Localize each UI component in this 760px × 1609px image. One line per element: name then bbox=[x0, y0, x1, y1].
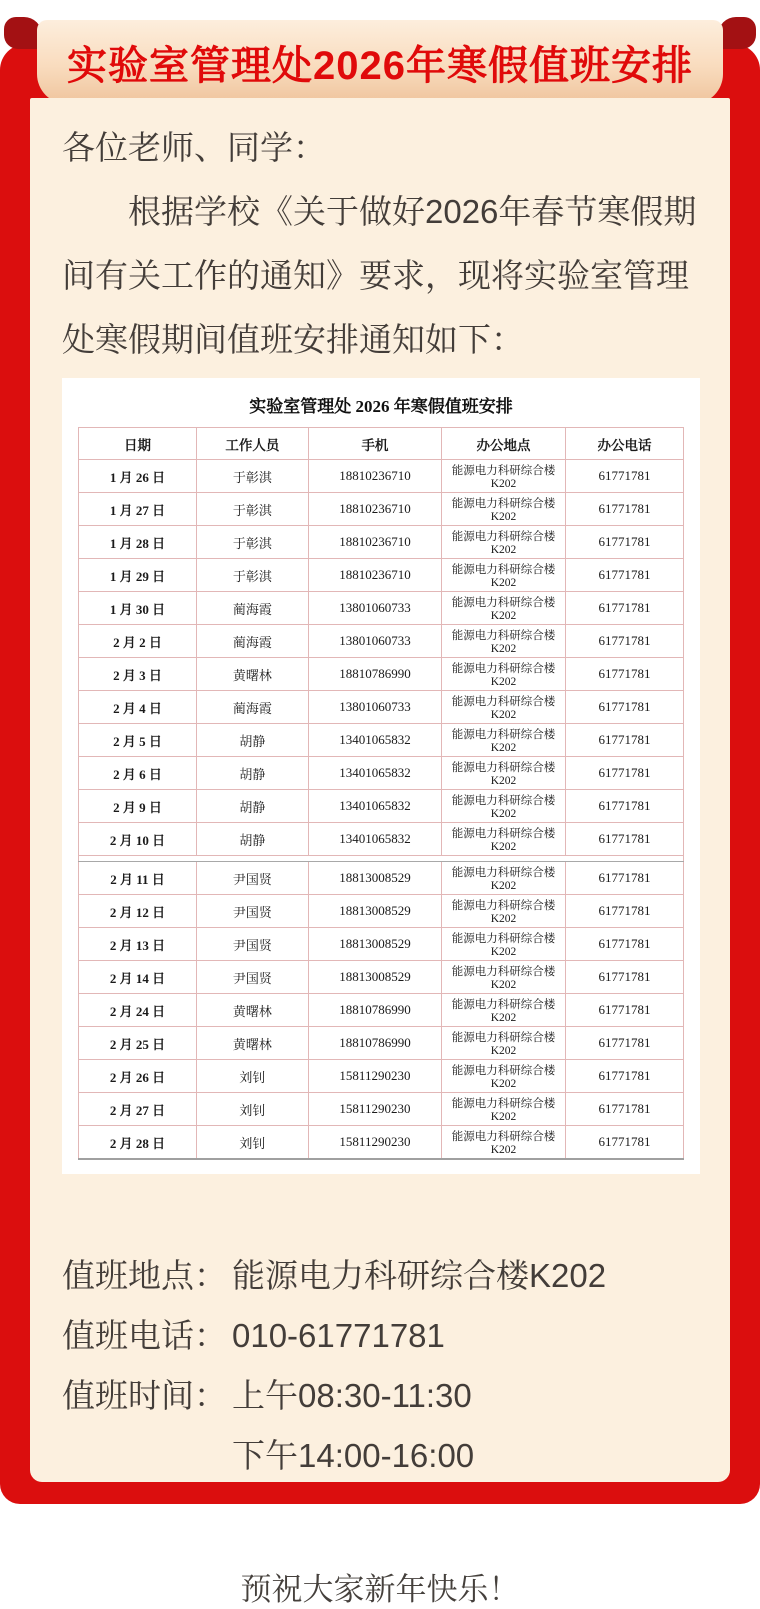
duty-info-value: 上午08:30-11:30 bbox=[232, 1377, 472, 1414]
table-cell: 胡静 bbox=[196, 790, 308, 823]
table-row bbox=[79, 757, 684, 790]
duty-table-header-row bbox=[79, 428, 684, 460]
table-cell: 61771781 bbox=[566, 1060, 684, 1093]
table-cell: 61771781 bbox=[566, 460, 684, 493]
table-cell: 61771781 bbox=[566, 625, 684, 658]
table-cell: 2 月 9 日 bbox=[79, 790, 197, 823]
column-header: 工作人员 bbox=[196, 428, 308, 460]
table-cell: 能源电力科研综合楼 K202 bbox=[441, 493, 565, 526]
duty-info bbox=[62, 1246, 698, 1486]
table-row bbox=[79, 1060, 684, 1093]
table-cell: 2 月 13 日 bbox=[79, 928, 197, 961]
table-cell: 18810786990 bbox=[308, 1027, 441, 1060]
table-cell: 1 月 28 日 bbox=[79, 526, 197, 559]
table-cell: 2 月 25 日 bbox=[79, 1027, 197, 1060]
table-cell: 61771781 bbox=[566, 493, 684, 526]
table-cell: 2 月 12 日 bbox=[79, 895, 197, 928]
table-cell: 2 月 6 日 bbox=[79, 757, 197, 790]
table-cell: 蔺海霞 bbox=[196, 625, 308, 658]
table-cell: 能源电力科研综合楼 K202 bbox=[441, 691, 565, 724]
table-cell: 18810236710 bbox=[308, 493, 441, 526]
table-cell: 能源电力科研综合楼 K202 bbox=[441, 862, 565, 895]
table-cell: 61771781 bbox=[566, 526, 684, 559]
table-cell: 61771781 bbox=[566, 895, 684, 928]
salutation: 各位老师、同学： bbox=[62, 129, 326, 166]
table-cell: 刘钊 bbox=[196, 1093, 308, 1126]
table-cell: 刘钊 bbox=[196, 1126, 308, 1160]
table-cell: 18810786990 bbox=[308, 658, 441, 691]
duty-info-label: 值班时间： bbox=[62, 1377, 227, 1414]
duty-info-value: 能源电力科研综合楼K202 bbox=[232, 1257, 607, 1294]
table-cell: 61771781 bbox=[566, 724, 684, 757]
table-cell: 18810236710 bbox=[308, 526, 441, 559]
table-cell: 能源电力科研综合楼 K202 bbox=[441, 994, 565, 1027]
scroll-curl-right-icon bbox=[718, 17, 756, 49]
table-cell: 黄曙林 bbox=[196, 658, 308, 691]
table-cell: 61771781 bbox=[566, 559, 684, 592]
table-cell: 1 月 27 日 bbox=[79, 493, 197, 526]
table-cell: 能源电力科研综合楼 K202 bbox=[441, 460, 565, 493]
table-cell: 蔺海霞 bbox=[196, 691, 308, 724]
table-cell: 61771781 bbox=[566, 961, 684, 994]
table-cell: 能源电力科研综合楼 K202 bbox=[441, 724, 565, 757]
table-cell: 能源电力科研综合楼 K202 bbox=[441, 1027, 565, 1060]
table-cell: 13401065832 bbox=[308, 757, 441, 790]
duty-info-row bbox=[62, 1246, 698, 1306]
table-cell: 能源电力科研综合楼 K202 bbox=[441, 625, 565, 658]
table-row bbox=[79, 460, 684, 493]
table-row bbox=[79, 1093, 684, 1126]
table-cell: 于彰淇 bbox=[196, 526, 308, 559]
table-row bbox=[79, 862, 684, 895]
table-row bbox=[79, 994, 684, 1027]
table-cell: 尹国贤 bbox=[196, 862, 308, 895]
table-cell: 能源电力科研综合楼 K202 bbox=[441, 592, 565, 625]
table-cell: 13801060733 bbox=[308, 625, 441, 658]
duty-info-value: 下午14:00-16:00 bbox=[232, 1437, 475, 1474]
table-row bbox=[79, 493, 684, 526]
title-banner bbox=[37, 20, 723, 104]
table-row bbox=[79, 724, 684, 757]
table-row bbox=[79, 961, 684, 994]
table-cell: 2 月 5 日 bbox=[79, 724, 197, 757]
table-row bbox=[79, 658, 684, 691]
duty-info-value: 010-61771781 bbox=[232, 1317, 445, 1354]
table-cell: 2 月 2 日 bbox=[79, 625, 197, 658]
table-row bbox=[79, 625, 684, 658]
intro-text bbox=[62, 116, 698, 372]
table-cell: 61771781 bbox=[566, 1126, 684, 1160]
table-cell: 黄曙林 bbox=[196, 994, 308, 1027]
table-cell: 61771781 bbox=[566, 757, 684, 790]
table-cell: 胡静 bbox=[196, 724, 308, 757]
table-row bbox=[79, 526, 684, 559]
column-header: 日期 bbox=[79, 428, 197, 460]
poster-title: 实验室管理处2026年寒假值班安排 bbox=[67, 43, 693, 88]
duty-info-row bbox=[62, 1306, 698, 1366]
table-row bbox=[79, 1027, 684, 1060]
table-cell: 13401065832 bbox=[308, 790, 441, 823]
table-cell: 2 月 11 日 bbox=[79, 862, 197, 895]
table-row bbox=[79, 823, 684, 856]
table-cell: 能源电力科研综合楼 K202 bbox=[441, 757, 565, 790]
table-row bbox=[79, 592, 684, 625]
new-year-greeting: 预祝大家新年快乐！ bbox=[240, 1572, 520, 1607]
table-cell: 18813008529 bbox=[308, 961, 441, 994]
table-cell: 能源电力科研综合楼 K202 bbox=[441, 559, 565, 592]
table-cell: 能源电力科研综合楼 K202 bbox=[441, 1060, 565, 1093]
table-cell: 13801060733 bbox=[308, 691, 441, 724]
table-cell: 61771781 bbox=[566, 592, 684, 625]
intro-paragraph: 根据学校《关于做好2026年春节寒假期间有关工作的通知》要求，现将实验室管理处寒假期间值班安排通知如下： bbox=[62, 193, 697, 358]
column-header: 手机 bbox=[308, 428, 441, 460]
table-cell: 2 月 28 日 bbox=[79, 1126, 197, 1160]
table-cell: 61771781 bbox=[566, 994, 684, 1027]
table-cell: 能源电力科研综合楼 K202 bbox=[441, 1126, 565, 1160]
duty-table-body bbox=[79, 460, 684, 1160]
table-cell: 15811290230 bbox=[308, 1060, 441, 1093]
table-cell: 尹国贤 bbox=[196, 961, 308, 994]
table-cell: 2 月 4 日 bbox=[79, 691, 197, 724]
content-panel bbox=[30, 98, 730, 1607]
table-cell: 15811290230 bbox=[308, 1126, 441, 1160]
table-cell: 2 月 27 日 bbox=[79, 1093, 197, 1126]
table-row bbox=[79, 790, 684, 823]
table-cell: 13801060733 bbox=[308, 592, 441, 625]
table-cell: 1 月 30 日 bbox=[79, 592, 197, 625]
table-cell: 1 月 26 日 bbox=[79, 460, 197, 493]
table-cell: 18810236710 bbox=[308, 460, 441, 493]
table-cell: 能源电力科研综合楼 K202 bbox=[441, 961, 565, 994]
table-cell: 尹国贤 bbox=[196, 928, 308, 961]
table-cell: 能源电力科研综合楼 K202 bbox=[441, 658, 565, 691]
table-cell: 2 月 26 日 bbox=[79, 1060, 197, 1093]
table-cell: 2 月 10 日 bbox=[79, 823, 197, 856]
table-cell: 于彰淇 bbox=[196, 559, 308, 592]
table-cell: 2 月 3 日 bbox=[79, 658, 197, 691]
table-cell: 能源电力科研综合楼 K202 bbox=[441, 895, 565, 928]
table-cell: 18810786990 bbox=[308, 994, 441, 1027]
duty-info-row bbox=[62, 1366, 698, 1426]
table-cell: 61771781 bbox=[566, 823, 684, 856]
table-cell: 61771781 bbox=[566, 928, 684, 961]
table-cell: 61771781 bbox=[566, 691, 684, 724]
table-cell: 61771781 bbox=[566, 658, 684, 691]
table-cell: 于彰淇 bbox=[196, 460, 308, 493]
table-row bbox=[79, 928, 684, 961]
table-row bbox=[79, 895, 684, 928]
column-header: 办公地点 bbox=[441, 428, 565, 460]
table-row bbox=[79, 691, 684, 724]
duty-table bbox=[78, 427, 684, 1160]
table-cell: 61771781 bbox=[566, 790, 684, 823]
table-row bbox=[79, 559, 684, 592]
table-cell: 61771781 bbox=[566, 1093, 684, 1126]
duty-info-label bbox=[62, 1426, 232, 1486]
table-cell: 黄曙林 bbox=[196, 1027, 308, 1060]
table-cell: 18813008529 bbox=[308, 862, 441, 895]
table-cell: 能源电力科研综合楼 K202 bbox=[441, 1093, 565, 1126]
table-cell: 15811290230 bbox=[308, 1093, 441, 1126]
table-cell: 1 月 29 日 bbox=[79, 559, 197, 592]
column-header: 办公电话 bbox=[566, 428, 684, 460]
duty-table-title: 实验室管理处 2026 年寒假值班安排 bbox=[249, 397, 513, 416]
table-cell: 2 月 14 日 bbox=[79, 961, 197, 994]
table-cell: 2 月 24 日 bbox=[79, 994, 197, 1027]
table-row bbox=[79, 1126, 684, 1160]
duty-info-row bbox=[62, 1426, 698, 1486]
table-cell: 18813008529 bbox=[308, 895, 441, 928]
table-cell: 能源电力科研综合楼 K202 bbox=[441, 526, 565, 559]
table-cell: 能源电力科研综合楼 K202 bbox=[441, 790, 565, 823]
table-cell: 胡静 bbox=[196, 757, 308, 790]
table-cell: 刘钊 bbox=[196, 1060, 308, 1093]
duty-info-label: 值班电话： bbox=[62, 1317, 227, 1354]
table-cell: 能源电力科研综合楼 K202 bbox=[441, 823, 565, 856]
duty-info-label: 值班地点： bbox=[62, 1257, 227, 1294]
table-cell: 18813008529 bbox=[308, 928, 441, 961]
table-cell: 能源电力科研综合楼 K202 bbox=[441, 928, 565, 961]
table-cell: 18810236710 bbox=[308, 559, 441, 592]
table-cell: 尹国贤 bbox=[196, 895, 308, 928]
table-cell: 13401065832 bbox=[308, 823, 441, 856]
table-cell: 蔺海霞 bbox=[196, 592, 308, 625]
table-cell: 13401065832 bbox=[308, 724, 441, 757]
table-cell: 61771781 bbox=[566, 862, 684, 895]
table-cell: 61771781 bbox=[566, 1027, 684, 1060]
duty-table-card bbox=[62, 378, 700, 1174]
table-cell: 胡静 bbox=[196, 823, 308, 856]
table-cell: 于彰淇 bbox=[196, 493, 308, 526]
